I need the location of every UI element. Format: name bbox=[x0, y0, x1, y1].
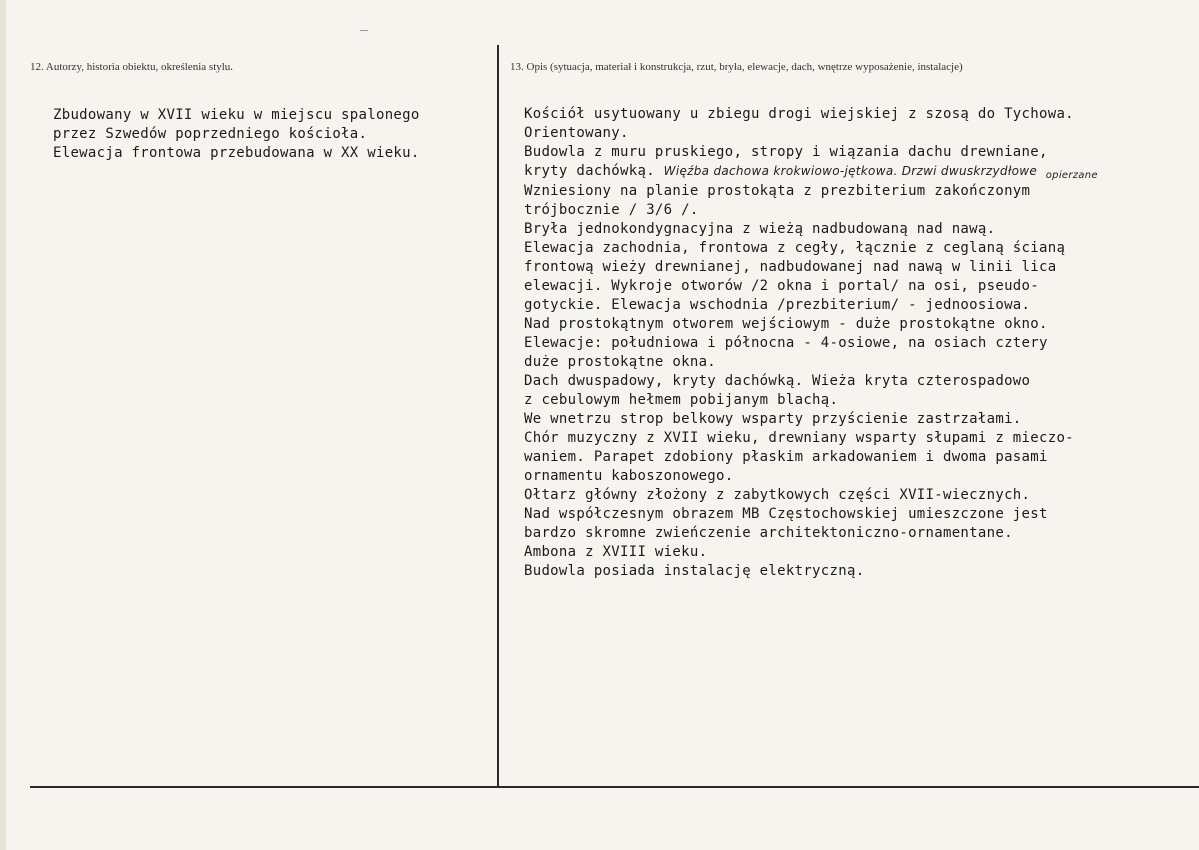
handwritten-annotation: Więźba dachowa krokwiowo-jętkowa. Drzwi dwuskrzydłowe bbox=[663, 164, 1038, 178]
text-line: ornamentu kaboszonowego. bbox=[524, 468, 734, 484]
section-13-header: 13. Opis (sytuacja, materiał i konstrukcja, rzut, bryła, elewacje, dach, wnętrze wyposażenie, instalacje) bbox=[510, 61, 963, 73]
bottom-rule bbox=[30, 786, 1199, 788]
handwritten-annotation-small: opierzane bbox=[1045, 170, 1098, 181]
section-12-header: 12. Autorzy, historia obiektu, określenia stylu. bbox=[30, 61, 234, 73]
page-edge bbox=[0, 0, 6, 850]
text-line: elewacji. Wykroje otworów /2 okna i portal/ na osi, pseudo- bbox=[524, 278, 1039, 294]
pencil-mark bbox=[360, 30, 368, 31]
text-line: gotyckie. Elewacja wschodnia /prezbiterium/ - jednoosiowa. bbox=[524, 297, 1031, 313]
typed-fragment: kryty dachówką. bbox=[524, 163, 655, 179]
text-line: Zbudowany w XVII wieku w miejscu spalonego bbox=[53, 107, 420, 123]
text-line: Elewacja frontowa przebudowana w XX wieku. bbox=[53, 145, 420, 161]
text-line: Nad prostokątnym otworem wejściowym - duże prostokątne okno. bbox=[524, 316, 1048, 332]
text-line: Chór muzyczny z XVII wieku, drewniany wsparty słupami z mieczo- bbox=[524, 430, 1074, 446]
text-line: frontową wieży drewnianej, nadbudowanej nad nawą w linii lica bbox=[524, 259, 1057, 275]
text-line: przez Szwedów poprzedniego kościoła. bbox=[53, 126, 368, 142]
text-line: Orientowany. bbox=[524, 125, 629, 141]
text-line: bardzo skromne zwieńczenie architektoniczno-ornamentane. bbox=[524, 525, 1013, 541]
text-line: Bryła jednokondygnacyjna z wieżą nadbudowaną nad nawą. bbox=[524, 221, 996, 237]
text-line bbox=[524, 162, 1098, 182]
text-line: Nad współczesnym obrazem MB Częstochowskiej umieszczone jest bbox=[524, 506, 1048, 522]
section-12-text bbox=[53, 106, 420, 163]
text-line: Ambona z XVIII wieku. bbox=[524, 544, 708, 560]
text-line: z cebulowym hełmem pobijanym blachą. bbox=[524, 392, 839, 408]
text-line: Budowla posiada instalację elektryczną. bbox=[524, 563, 865, 579]
text-line: Elewacje: południowa i północna - 4-osiowe, na osiach cztery bbox=[524, 335, 1048, 351]
text-line: We wnetrzu strop belkowy wsparty przyścienie zastrzałami. bbox=[524, 411, 1022, 427]
text-line: trójbocznie / 3/6 /. bbox=[524, 202, 699, 218]
text-line: Elewacja zachodnia, frontowa z cegły, łącznie z ceglaną ścianą bbox=[524, 240, 1066, 256]
text-line: Budowla z muru pruskiego, stropy i wiązania dachu drewniane, bbox=[524, 144, 1048, 160]
text-line: duże prostokątne okna. bbox=[524, 354, 717, 370]
text-line: waniem. Parapet zdobiony płaskim arkadowaniem i dwoma pasami bbox=[524, 449, 1048, 465]
text-line: Ołtarz główny złożony z zabytkowych części XVII-wiecznych. bbox=[524, 487, 1031, 503]
text-line: Dach dwuspadowy, kryty dachówką. Wieża kryta czterospadowo bbox=[524, 373, 1031, 389]
section-13-text bbox=[524, 105, 1098, 581]
text-line: Wzniesiony na planie prostokąta z prezbiterium zakończonym bbox=[524, 183, 1031, 199]
column-divider bbox=[497, 45, 499, 787]
text-line: Kościół usytuowany u zbiegu drogi wiejskiej z szosą do Tychowa. bbox=[524, 106, 1074, 122]
